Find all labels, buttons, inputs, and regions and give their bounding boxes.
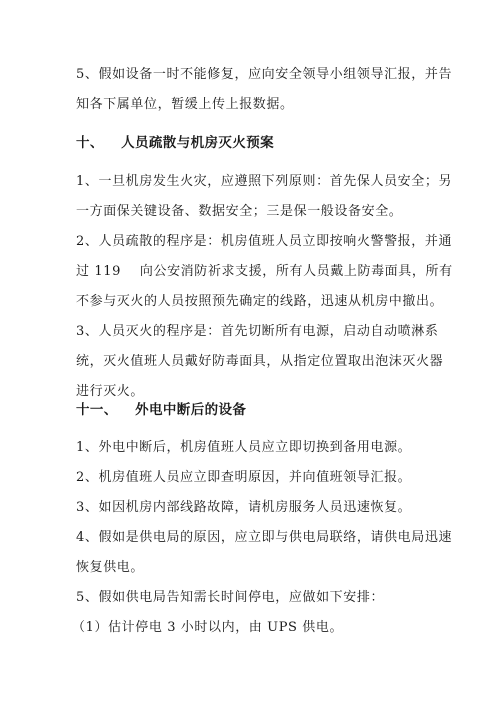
section-10-heading — [76, 131, 274, 155]
paragraph-line: 统，灭火值班人员戴好防毒面具，从指定位置取出泡沫灭火器 — [76, 354, 444, 369]
paragraph-line: 2、机房值班人员应立即查明原因，并向值班领导汇报。 — [76, 470, 412, 485]
paragraph-line: 知各下属单位，暂缓上传上报数据。 — [76, 97, 294, 112]
paragraph-line: 3、如因机房内部线路故障，请机房服务人员迅速恢复。 — [76, 500, 412, 515]
paragraph-line: 1、外电中断后，机房值班人员应立即切换到备用电源。 — [76, 440, 412, 455]
paragraph-line: 进行灭火。 — [76, 384, 145, 399]
paragraph-line: 5、假如供电局告知需长时间停电，应做如下安排： — [76, 590, 385, 605]
paragraph-line: 5、假如设备一时不能修复，应向安全领导小组领导汇报，并告 — [76, 67, 453, 82]
paragraph-line: 2、人员疏散的程序是：机房值班人员立即按响火警警报，并通 — [76, 234, 453, 249]
paragraph-line: （1）估计停电 3 小时以内，由 UPS 供电。 — [72, 620, 344, 635]
section-11-body — [72, 433, 453, 643]
section-number: 十、 — [76, 135, 104, 151]
section-title: 人员疏散与机房灭火预案 — [121, 135, 275, 151]
paragraph-line: 过 119 向公安消防祈求支援，所有人员戴上防毒面具，所有 — [76, 264, 453, 279]
paragraph-line: 不参与灭火的人员按照预先确定的线路，迅速从机房中撤出。 — [76, 294, 444, 309]
paragraph-line: 一方面保关键设备、数据安全；三是保一般设备安全。 — [76, 204, 403, 219]
paragraph-line: 恢复供电。 — [76, 560, 145, 575]
section-11-heading — [76, 398, 246, 422]
section-10-body — [76, 167, 453, 407]
section-number: 十一、 — [76, 402, 118, 418]
paragraph-line: 1、一旦机房发生火灾，应遵照下列原则：首先保人员安全；另 — [76, 174, 453, 189]
prev-section-item-5 — [76, 60, 453, 120]
section-title: 外电中断后的设备 — [135, 402, 247, 418]
paragraph-line: 4、假如是供电局的原因，应立即与供电局联络，请供电局迅速 — [76, 530, 453, 545]
paragraph-line: 3、人员灭火的程序是：首先切断所有电源，启动自动喷淋系 — [76, 324, 439, 339]
